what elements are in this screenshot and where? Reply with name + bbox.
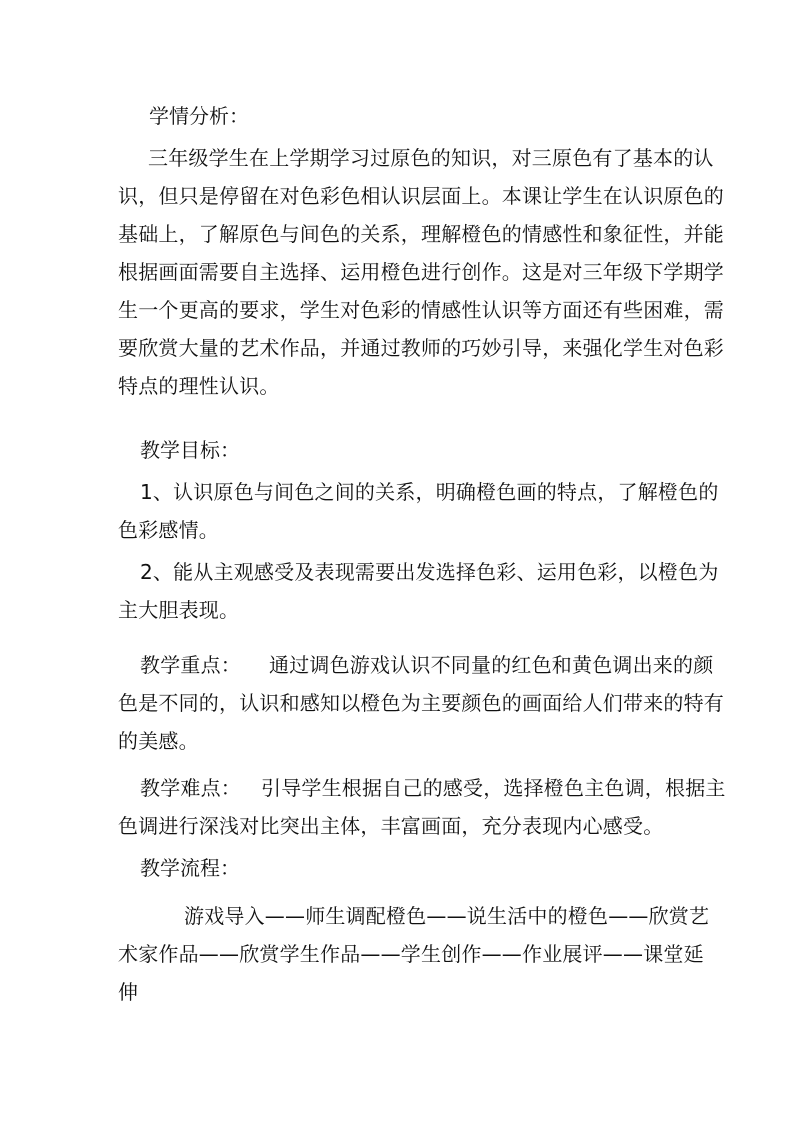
learning-analysis-line-7: 特点的理性认识。 (118, 374, 280, 398)
teaching-goals-list (118, 473, 719, 629)
teaching-process-block (118, 897, 710, 1011)
learning-analysis-paragraph (118, 139, 724, 405)
teaching-process-line-3: 伸 (118, 980, 139, 1004)
teaching-focus-line-1: 通过调色游戏认识不同量的红色和黄色调出来的颜 (269, 653, 714, 677)
teaching-process-line-1: 游戏导入——师生调配橙色——说生活中的橙色——欣赏艺 (184, 904, 710, 928)
learning-analysis-line-2: 识，但只是停留在对色彩色相认识层面上。本课让学生在认识原色的 (118, 184, 724, 208)
learning-analysis-line-5: 生一个更高的要求，学生对色彩的情感性认识等方面还有些困难，需 (118, 298, 724, 322)
learning-analysis-line-3: 基础上，了解原色与间色的关系，理解橙色的情感性和象征性，并能 (118, 222, 724, 246)
teaching-goal-1-line-2: 色彩感情。 (118, 518, 219, 542)
learning-analysis-line-6: 要欣赏大量的艺术作品，并通过教师的巧妙引导，来强化学生对色彩 (118, 336, 724, 360)
teaching-difficulty-heading: 教学难点： (140, 776, 241, 800)
learning-analysis-line-4: 根据画面需要自主选择、运用橙色进行创作。这是对三年级下学期学 (118, 260, 724, 284)
teaching-difficulty-line-2: 色调进行深浅对比突出主体，丰富画面，充分表现内心感受。 (118, 814, 664, 838)
teaching-goals-heading: 教学目标： (140, 438, 240, 462)
teaching-focus-heading: 教学重点： (140, 653, 241, 677)
teaching-goal-2-line-1: 2、能从主观感受及表现需要出发选择色彩、运用色彩，以橙色为 (140, 560, 719, 584)
teaching-focus-block (118, 646, 724, 760)
learning-analysis-line-1: 三年级学生在上学期学习过原色的知识，对三原色有了基本的认 (148, 146, 714, 170)
teaching-process-heading: 教学流程： (140, 856, 240, 880)
teaching-goal-2-line-2: 主大胆表现。 (118, 598, 240, 622)
learning-analysis-heading: 学情分析： (149, 104, 249, 128)
teaching-difficulty-line-1: 引导学生根据自己的感受，选择橙色主色调，根据主 (261, 776, 726, 800)
teaching-difficulty-block (118, 769, 726, 845)
teaching-focus-line-3: 的美感。 (118, 729, 199, 753)
teaching-goal-1-line-1: 1、认识原色与间色之间的关系，明确橙色画的特点，了解橙色的 (140, 480, 719, 504)
teaching-process-line-2: 术家作品——欣赏学生作品——学生创作——作业展评——课堂延 (118, 942, 704, 966)
teaching-focus-line-2: 色是不同的，认识和感知以橙色为主要颜色的画面给人们带来的特有 (118, 691, 724, 715)
